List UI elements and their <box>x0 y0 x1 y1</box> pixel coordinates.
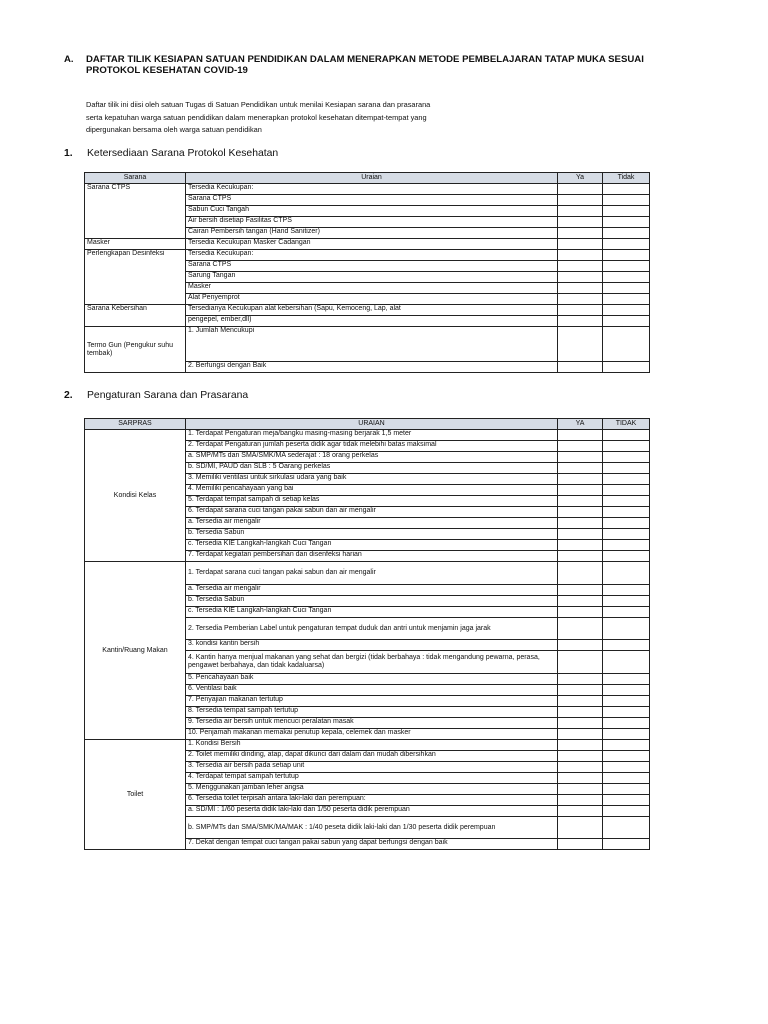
tidak-cell[interactable] <box>603 651 650 674</box>
ya-cell[interactable] <box>558 806 603 817</box>
tidak-cell[interactable] <box>603 507 650 518</box>
tidak-cell[interactable] <box>603 817 650 839</box>
ya-cell[interactable] <box>558 596 603 607</box>
uraian-cell: 5. Terdapat tempat sampah di setiap kelas <box>186 496 558 507</box>
uraian-cell: Tersedia Kecukupan: <box>186 250 558 261</box>
uraian-cell: 2. Tersedia Pemberian Label untuk pengaturan tempat duduk dan antri untuk menjamin jaga jarak <box>186 618 558 640</box>
uraian-cell: 2. Berfungsi dengan Baik <box>186 362 558 373</box>
uraian-cell: b. SMP/MTs dan SMA/SMK/MA/MAK : 1/40 peseta didik laki-laki dan 1/30 peserta didik perempuan <box>186 817 558 839</box>
ya-cell[interactable] <box>558 618 603 640</box>
header-uraian: URAIAN <box>186 419 558 430</box>
ya-cell[interactable] <box>558 327 603 362</box>
tidak-cell[interactable] <box>603 696 650 707</box>
uraian-cell: 1. Terdapat sarana cuci tangan pakai sabun dan air mengalir <box>186 562 558 585</box>
header-ya: Ya <box>558 173 603 184</box>
ya-cell[interactable] <box>558 239 603 250</box>
ya-cell[interactable] <box>558 452 603 463</box>
tidak-cell[interactable] <box>603 740 650 751</box>
ya-cell[interactable] <box>558 316 603 327</box>
section1-title: Ketersediaan Sarana Protokol Kesehatan <box>87 148 279 159</box>
ya-cell[interactable] <box>558 707 603 718</box>
ya-cell[interactable] <box>558 272 603 283</box>
uraian-cell: Masker <box>186 283 558 294</box>
tidak-cell[interactable] <box>603 250 650 261</box>
tidak-cell[interactable] <box>603 529 650 540</box>
ya-cell[interactable] <box>558 540 603 551</box>
ya-cell[interactable] <box>558 217 603 228</box>
tidak-cell[interactable] <box>603 441 650 452</box>
uraian-cell: 3. Tersedia air bersih pada setiap unit <box>186 762 558 773</box>
ya-cell[interactable] <box>558 640 603 651</box>
uraian-cell: Sarana CTPS <box>186 261 558 272</box>
ya-cell[interactable] <box>558 795 603 806</box>
tidak-cell[interactable] <box>603 806 650 817</box>
uraian-cell: 6. Tersedia toilet terpisah antara laki-laki dan perempuan: <box>186 795 558 806</box>
uraian-cell: Alat Penyemprot <box>186 294 558 305</box>
ya-cell[interactable] <box>558 518 603 529</box>
uraian-cell: 1. Kondisi Bersih <box>186 740 558 751</box>
ya-cell[interactable] <box>558 751 603 762</box>
header-ya: YA <box>558 419 603 430</box>
ya-cell[interactable] <box>558 507 603 518</box>
ya-cell[interactable] <box>558 585 603 596</box>
ya-cell[interactable] <box>558 228 603 239</box>
group-label: Kondisi Kelas <box>85 430 186 562</box>
intro-line: dipergunakan bersama oleh warga satuan pendidikan <box>86 125 262 134</box>
tidak-cell[interactable] <box>603 784 650 795</box>
tidak-cell[interactable] <box>603 618 650 640</box>
uraian-cell: pengepel, ember,dll) <box>186 316 558 327</box>
ya-cell[interactable] <box>558 674 603 685</box>
uraian-cell: 8. Tersedia tempat sampah tertutup <box>186 707 558 718</box>
tidak-cell[interactable] <box>603 685 650 696</box>
tidak-cell[interactable] <box>603 585 650 596</box>
tidak-cell[interactable] <box>603 540 650 551</box>
ya-cell[interactable] <box>558 784 603 795</box>
group-label: Perlengkapan Desinfeksi <box>85 250 186 305</box>
ya-cell[interactable] <box>558 529 603 540</box>
table-row <box>85 562 650 585</box>
intro-line: serta kepatuhan warga satuan pendidikan dalam menerapkan protokol kesehatan ditempat-tempat yang <box>86 112 427 122</box>
header-uraian: Uraian <box>186 173 558 184</box>
section1-number: 1. <box>64 148 73 159</box>
uraian-cell: 6. Ventilasi baik <box>186 685 558 696</box>
uraian-cell: c. Tersedia KIE Langkah-langkah Cuci Tangan <box>186 607 558 618</box>
tidak-cell[interactable] <box>603 261 650 272</box>
ya-cell[interactable] <box>558 839 603 850</box>
sarpras-table <box>84 418 650 850</box>
tidak-cell[interactable] <box>603 729 650 740</box>
ya-cell[interactable] <box>558 441 603 452</box>
ya-cell[interactable] <box>558 718 603 729</box>
tidak-cell[interactable] <box>603 496 650 507</box>
ya-cell[interactable] <box>558 250 603 261</box>
tidak-cell[interactable] <box>603 294 650 305</box>
group-label: Sarana Kebersihan <box>85 305 186 327</box>
uraian-cell: Sarung Tangan <box>186 272 558 283</box>
ya-cell[interactable] <box>558 294 603 305</box>
ya-cell[interactable] <box>558 729 603 740</box>
ya-cell[interactable] <box>558 762 603 773</box>
ya-cell[interactable] <box>558 562 603 585</box>
group-label: Sarana CTPS <box>85 184 186 239</box>
ya-cell[interactable] <box>558 206 603 217</box>
tidak-cell[interactable] <box>603 596 650 607</box>
table-row <box>85 305 650 316</box>
uraian-cell: Sabun Cuci Tangah <box>186 206 558 217</box>
tidak-cell[interactable] <box>603 316 650 327</box>
header-tidak: TIDAK <box>603 419 650 430</box>
uraian-cell: b. Tersedia Sabun <box>186 596 558 607</box>
table-row <box>85 430 650 441</box>
header-tidak: Tidak <box>603 173 650 184</box>
ya-cell[interactable] <box>558 283 603 294</box>
tidak-cell[interactable] <box>603 239 650 250</box>
tidak-cell[interactable] <box>603 272 650 283</box>
tidak-cell[interactable] <box>603 184 650 195</box>
group-label: Toilet <box>85 740 186 850</box>
uraian-cell: 9. Tersedia air bersih untuk mencuci peralatan masak <box>186 718 558 729</box>
uraian-cell: Tersedianya Kecukupan alat kebersihan (Sapu, Kemoceng, Lap, alat <box>186 305 558 316</box>
group-label: Masker <box>85 239 186 250</box>
tidak-cell[interactable] <box>603 762 650 773</box>
uraian-cell: 5. Pencahayaan baik <box>186 674 558 685</box>
tidak-cell[interactable] <box>603 707 650 718</box>
title-label: A. <box>64 54 74 65</box>
table-row <box>85 184 650 195</box>
tidak-cell[interactable] <box>603 195 650 206</box>
header-sarana: Sarana <box>85 173 186 184</box>
ya-cell[interactable] <box>558 696 603 707</box>
tidak-cell[interactable] <box>603 751 650 762</box>
tidak-cell[interactable] <box>603 485 650 496</box>
uraian-cell: 3. Memiliki ventilasi untuk sirkulasi udara yang baik <box>186 474 558 485</box>
table-row <box>85 250 650 261</box>
uraian-cell: a. SD/MI : 1/60 peserta didik laki-laki dan 1/50 peserta didik perempuan <box>186 806 558 817</box>
tidak-cell[interactable] <box>603 327 650 362</box>
tidak-cell[interactable] <box>603 206 650 217</box>
ya-cell[interactable] <box>558 817 603 839</box>
uraian-cell: 2. Toilet memiliki dinding, atap, dapat dikunci dari dalam dan mudah dibersihkan <box>186 751 558 762</box>
intro-line: Daftar tilik ini diisi oleh satuan Tugas di Satuan Pendidikan untuk menilai Kesiapan sarana dan prasarana <box>86 100 431 109</box>
ya-cell[interactable] <box>558 551 603 562</box>
uraian-cell: Air bersih disetiap Fasilitas CTPS <box>186 217 558 228</box>
tidak-cell[interactable] <box>603 839 650 850</box>
uraian-cell: 4. Kantin hanya menjual makanan yang sehat dan bergizi (tidak berbahaya : tidak mengandung pewarna, perasa, pengawet berbahaya, dan tidak kadaluarsa) <box>186 651 558 674</box>
tidak-cell[interactable] <box>603 283 650 294</box>
uraian-cell: 1. Jumlah Mencukupi <box>186 327 558 362</box>
uraian-cell: a. Tersedia air mengalir <box>186 518 558 529</box>
title-text: DAFTAR TILIK KESIAPAN SATUAN PENDIDIKAN DALAM MENERAPKAN METODE PEMBELAJARAN TATAP MUKA SESUAI PROTOKOL KESEHATAN COVID-19 <box>86 54 644 76</box>
uraian-cell: a. Tersedia air mengalir <box>186 585 558 596</box>
uraian-cell: 10. Penjamah makanan memakai penutup kepala, celemek dan masker <box>186 729 558 740</box>
table-row <box>85 740 650 751</box>
tidak-cell[interactable] <box>603 518 650 529</box>
intro-paragraph <box>86 99 556 137</box>
tidak-cell[interactable] <box>603 452 650 463</box>
tidak-cell[interactable] <box>603 463 650 474</box>
section2-title: Pengaturan Sarana dan Prasarana <box>87 390 249 401</box>
uraian-cell: Sarana CTPS <box>186 195 558 206</box>
ya-cell[interactable] <box>558 651 603 674</box>
ya-cell[interactable] <box>558 685 603 696</box>
section2-number: 2. <box>64 390 73 401</box>
uraian-cell: Tersedia Kecukupan: <box>186 184 558 195</box>
uraian-cell: 7. Penyajian makanan tertutup <box>186 696 558 707</box>
tidak-cell[interactable] <box>603 795 650 806</box>
tidak-cell[interactable] <box>603 607 650 618</box>
ya-cell[interactable] <box>558 485 603 496</box>
ya-cell[interactable] <box>558 184 603 195</box>
tidak-cell[interactable] <box>603 474 650 485</box>
group-label: Termo Gun (Pengukur suhu tembak) <box>85 327 186 373</box>
uraian-cell: 5. Menggunakan jamban leher angsa <box>186 784 558 795</box>
uraian-cell: 6. Terdapat sarana cuci tangan pakai sabun dan air mengalir <box>186 507 558 518</box>
ya-cell[interactable] <box>558 607 603 618</box>
tidak-cell[interactable] <box>603 430 650 441</box>
ya-cell[interactable] <box>558 740 603 751</box>
ya-cell[interactable] <box>558 430 603 441</box>
tidak-cell[interactable] <box>603 773 650 784</box>
tidak-cell[interactable] <box>603 562 650 585</box>
ya-cell[interactable] <box>558 474 603 485</box>
uraian-cell: 7. Dekat dengan tempat cuci tangan pakai sabun yang dapat berfungsi dengan baik <box>186 839 558 850</box>
table-row <box>85 327 650 362</box>
ya-cell[interactable] <box>558 305 603 316</box>
uraian-cell: 7. Terdapat kegiatan pembersihan dan disenfeksi harian <box>186 551 558 562</box>
ya-cell[interactable] <box>558 195 603 206</box>
tidak-cell[interactable] <box>603 305 650 316</box>
ya-cell[interactable] <box>558 773 603 784</box>
ya-cell[interactable] <box>558 362 603 373</box>
uraian-cell: 3. kondisi kantin bersih <box>186 640 558 651</box>
uraian-cell: c. Tersedia KIE Langkah-langkah Cuci Tangan <box>186 540 558 551</box>
uraian-cell: b. SD/MI, PAUD dan SLB : 5 Oarang perkelas <box>186 463 558 474</box>
tidak-cell[interactable] <box>603 217 650 228</box>
tidak-cell[interactable] <box>603 718 650 729</box>
header-sarpras: SARPRAS <box>85 419 186 430</box>
ya-cell[interactable] <box>558 496 603 507</box>
ya-cell[interactable] <box>558 261 603 272</box>
tidak-cell[interactable] <box>603 362 650 373</box>
uraian-cell: Cairan Pembersih tangan (Hand Sanitizer) <box>186 228 558 239</box>
tidak-cell[interactable] <box>603 640 650 651</box>
uraian-cell: 4. Terdapat tempat sampah tertutup <box>186 773 558 784</box>
tidak-cell[interactable] <box>603 228 650 239</box>
tidak-cell[interactable] <box>603 551 650 562</box>
ya-cell[interactable] <box>558 463 603 474</box>
uraian-cell: Tersedia Kecukupan Masker Cadangan <box>186 239 558 250</box>
group-label: Kantin/Ruang Makan <box>85 562 186 740</box>
sarana-table <box>84 172 650 373</box>
tidak-cell[interactable] <box>603 674 650 685</box>
uraian-cell: 4. Memiliki pencahayaan yang bai <box>186 485 558 496</box>
uraian-cell: a. SMP/MTs dan SMA/SMK/MA sederajat : 18 orang perkelas <box>186 452 558 463</box>
uraian-cell: 1. Terdapat Pengaturan meja/bangku masing-masing berjarak 1,5 meter <box>186 430 558 441</box>
table-row <box>85 239 650 250</box>
uraian-cell: 2. Terdapat Pengaturan jumlah peserta didik agar tidak melebihi batas maksimal <box>186 441 558 452</box>
uraian-cell: b. Tersedia Sabun <box>186 529 558 540</box>
